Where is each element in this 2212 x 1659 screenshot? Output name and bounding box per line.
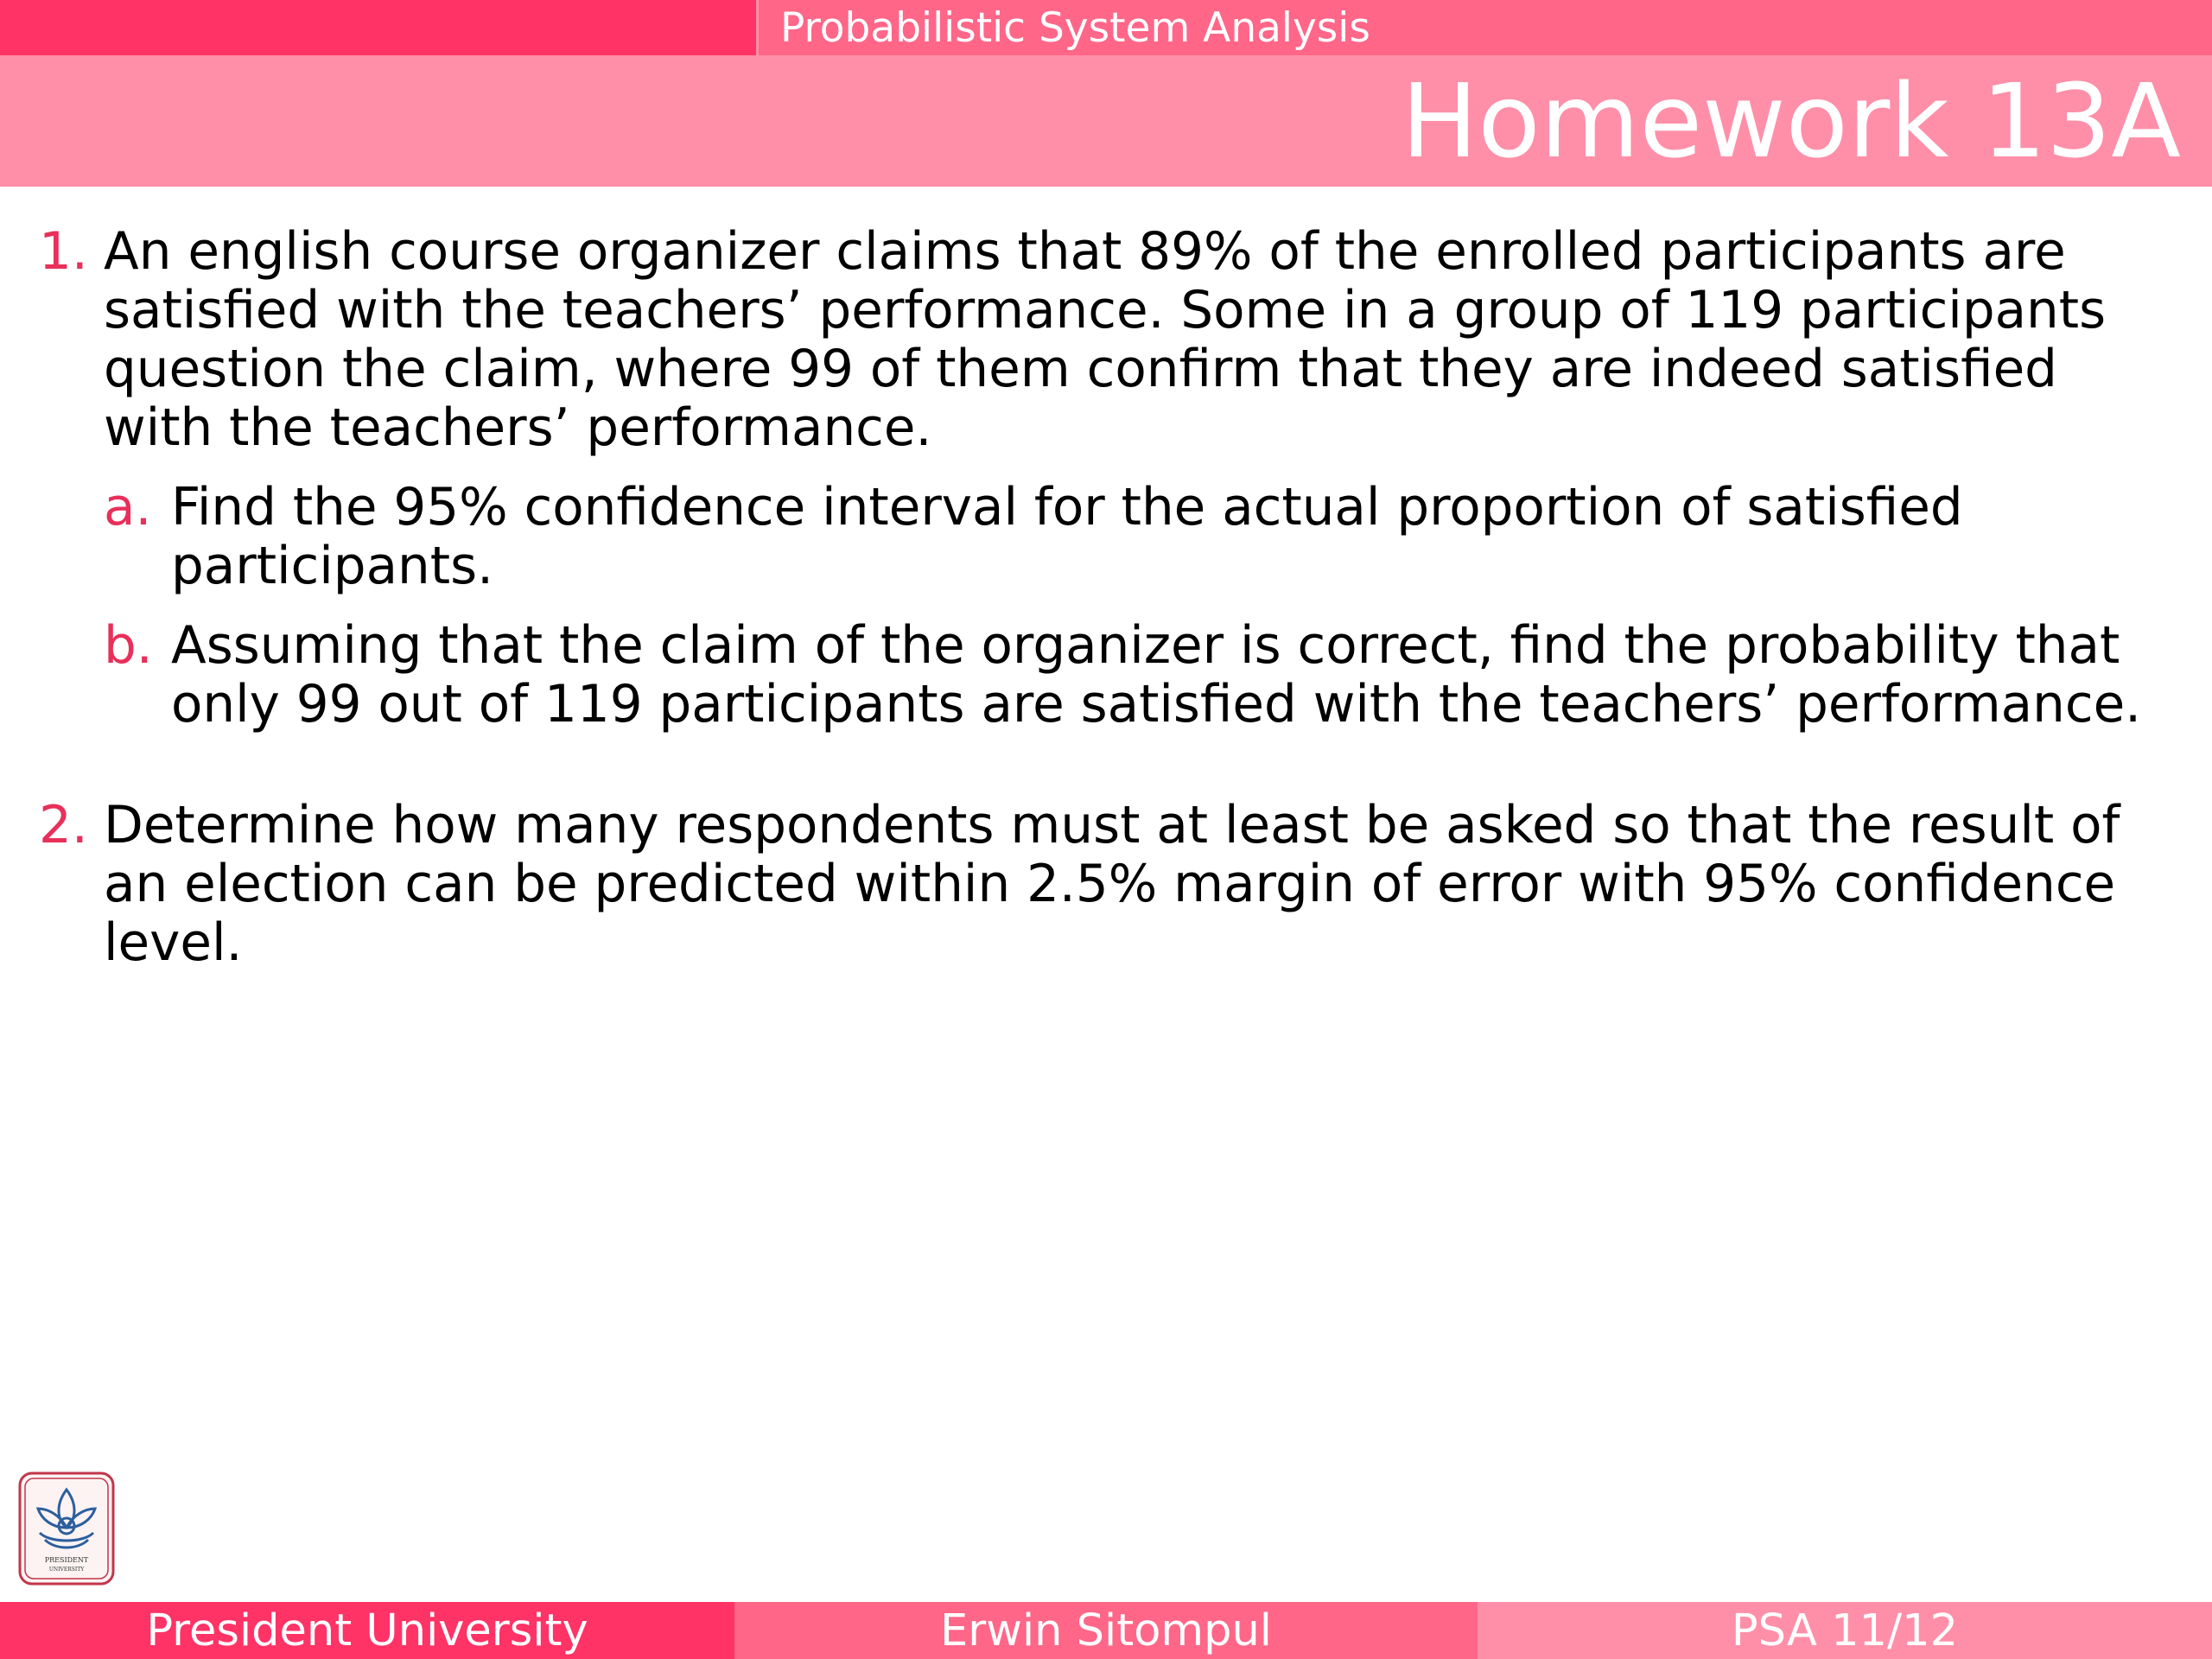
subitem-text: Assuming that the claim of the organizer is correct, find the probability that only 99 out of 119 participants are satisfied with the teachers’ performance. xyxy=(171,616,2142,734)
president-university-logo-icon xyxy=(17,1471,116,1586)
course-title: Probabilistic System Analysis xyxy=(780,3,1370,52)
course-bar-right-segment xyxy=(756,0,2212,55)
footer-institution xyxy=(0,1602,734,1659)
problem-1b xyxy=(104,617,2173,734)
problem-number: 2. xyxy=(39,796,88,855)
svg-text:PRESIDENT: PRESIDENT xyxy=(44,1556,89,1564)
slide-content xyxy=(39,223,2173,973)
footer-author-label: Erwin Sitompul xyxy=(940,1605,1272,1656)
problem-text: Determine how many respondents must at least be asked so that the result of an election can be predicted within 2.5% margin of error with 95% confidence level. xyxy=(104,796,2120,973)
problem-number: 1. xyxy=(39,222,88,282)
footer-page-label: PSA 11/12 xyxy=(1731,1605,1959,1656)
footer-bar xyxy=(0,1602,2212,1659)
subitem-text: Find the 95% confidence interval for the actual proportion of satisfied participants. xyxy=(171,478,1963,596)
footer-institution-label: President University xyxy=(146,1605,588,1656)
course-bar-left-segment xyxy=(0,0,756,55)
footer-page xyxy=(1478,1602,2212,1659)
footer-author xyxy=(734,1602,1478,1659)
problem-1a xyxy=(104,479,2173,596)
subitem-label: a. xyxy=(104,478,152,537)
title-bar xyxy=(0,55,2212,187)
problem-1 xyxy=(39,223,2173,755)
svg-text:UNIVERSITY: UNIVERSITY xyxy=(48,1567,85,1573)
problem-2 xyxy=(39,797,2173,973)
slide-title: Homework 13A xyxy=(1401,61,2181,181)
problem-text: An english course organizer claims that 89% of the enrolled participants are satisfied with the teachers’ performance. Some in a group of 119 participants question the claim, where 99 of them confirm that they are indeed satisfied with the teachers’ performance. xyxy=(104,222,2107,458)
subitem-label: b. xyxy=(104,616,153,676)
course-bar xyxy=(0,0,2212,55)
